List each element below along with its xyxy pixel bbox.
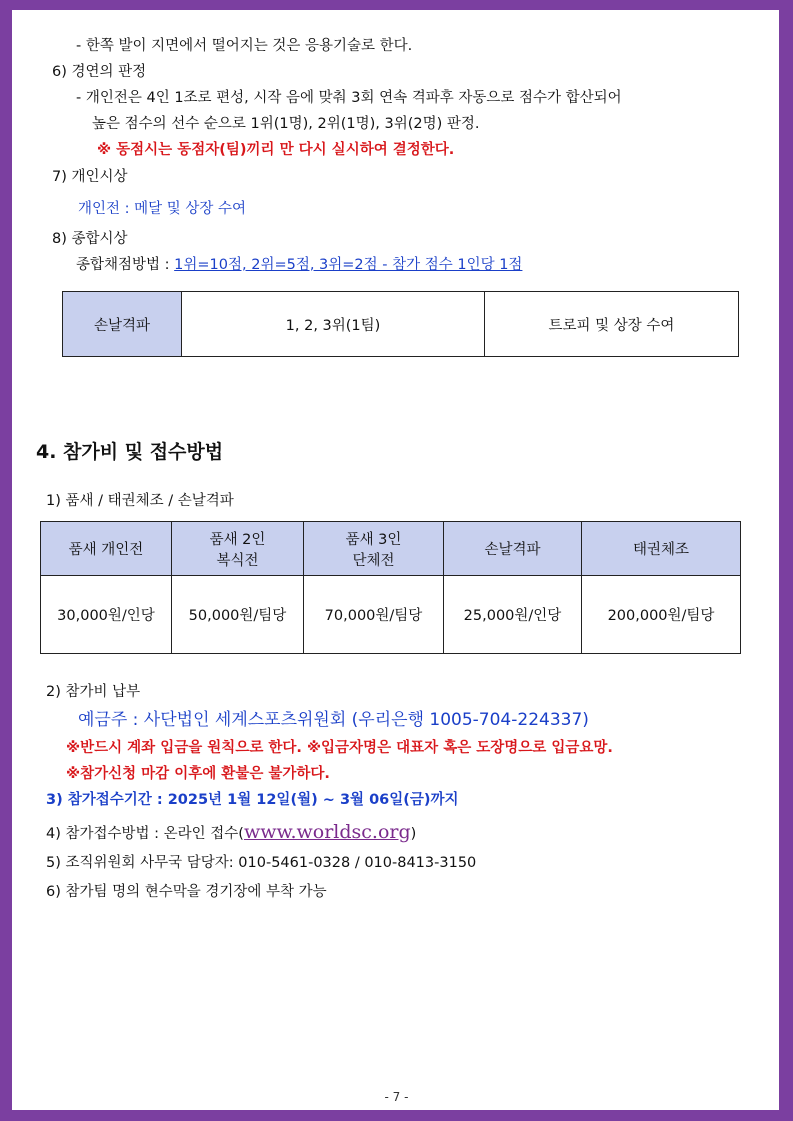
section-7-title: 7) 개인시상	[52, 169, 128, 185]
scoring-method-label: 종합채점방법 :	[76, 257, 175, 273]
payment-note-1: ※반드시 계좌 입금을 원칙으로 한다. ※입금자명은 대표자 혹은 도장명으로 입금요망.	[66, 740, 613, 756]
fee-header-line: 품새 2인	[209, 531, 266, 548]
tie-rule-note: ※ 동점시는 동점자(팀)끼리 만 다시 실시하여 결정한다.	[97, 142, 455, 158]
application-method	[46, 820, 416, 846]
fee-header-cell	[582, 522, 741, 576]
fee-table	[40, 521, 741, 654]
fee-header-cell	[444, 522, 582, 576]
fee-header-cell	[172, 522, 304, 576]
payment-title: 2) 참가비 납부	[46, 684, 141, 700]
fee-header-line: 단체전	[352, 552, 395, 569]
office-contact: 5) 조직위원회 사무국 담당자: 010-5461-0328 / 010-8413-3150	[46, 855, 477, 871]
fee-header-cell	[41, 522, 172, 576]
award-table	[62, 291, 739, 357]
fee-header-cell	[304, 522, 444, 576]
scoring-method-value: 1위=10점, 2위=5점, 3위=2점 - 참가 점수 1인당 1점	[174, 257, 523, 273]
section-6-line-2: 높은 점수의 선수 순으로 1위(1명), 2위(1명), 3위(2명) 판정.	[92, 116, 480, 132]
application-period: 3) 참가접수기간 : 2025년 1월 12일(월) ~ 3월 06일(금)까지	[46, 792, 459, 808]
rule-line: - 한쪽 발이 지면에서 떨어지는 것은 응용기술로 한다.	[76, 38, 413, 54]
award-event-cell: 손날격파	[63, 292, 182, 357]
section-6-title: 6) 경연의 판정	[52, 64, 147, 80]
individual-award-text: 개인전 : 메달 및 상장 수여	[78, 201, 247, 217]
fee-value-cell: 25,000원/인당	[444, 576, 582, 654]
fee-header-line: 손날격파	[484, 542, 541, 558]
section-8-title: 8) 종합시상	[52, 231, 128, 247]
fee-header-line: 품새 3인	[345, 531, 402, 548]
section-6-line-1: - 개인전은 4인 1조로 편성, 시작 음에 맞춰 3회 연속 격파후 자동으로 점수가 합산되어	[76, 90, 622, 106]
payment-note-2: ※참가신청 마감 이후에 환불은 불가하다.	[66, 766, 330, 782]
website-link[interactable]: www.worldsc.org	[243, 821, 411, 843]
page-number: - 7 -	[384, 1090, 409, 1104]
application-method-close: )	[410, 826, 417, 842]
banner-note: 6) 참가팀 명의 현수막을 경기장에 부착 가능	[46, 884, 327, 900]
fee-header-line: 품새 개인전	[68, 542, 144, 558]
fee-header-line: 복식전	[216, 552, 259, 569]
fee-value-cell: 200,000원/팀당	[582, 576, 741, 654]
award-prize-cell: 트로피 및 상장 수여	[485, 292, 739, 357]
account-info: 예금주 : 사단법인 세계스포츠위원회 (우리은행 1005-704-224337)	[78, 710, 589, 730]
scoring-method	[76, 255, 522, 275]
fee-subtitle: 1) 품새 / 태권체조 / 손날격파	[46, 493, 234, 509]
fee-value-cell: 70,000원/팀당	[304, 576, 444, 654]
fee-header-line: 태권체조	[632, 542, 690, 558]
fee-value-cell: 30,000원/인당	[41, 576, 172, 654]
section-4-heading: 4. 참가비 및 접수방법	[36, 441, 224, 463]
award-rank-cell: 1, 2, 3위(1팀)	[182, 292, 485, 357]
application-method-label: 4) 참가접수방법 : 온라인 접수(	[46, 826, 244, 842]
fee-value-cell: 50,000원/팀당	[172, 576, 304, 654]
